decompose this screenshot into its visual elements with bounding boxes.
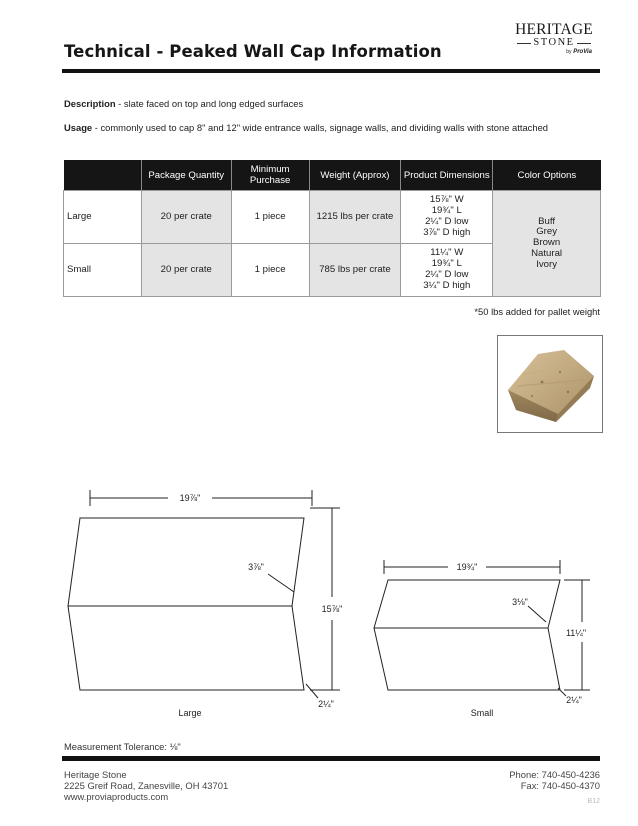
logo-brand-bottom: ProVia bbox=[573, 49, 592, 55]
logo-brand-mid-text: STONE bbox=[533, 37, 575, 48]
dimension-length: 19¾" L bbox=[431, 258, 462, 270]
logo-brand-top: HERITAGE bbox=[515, 21, 593, 38]
table-header-colors: Color Options bbox=[493, 160, 601, 191]
footer-address: 2225 Greif Road, Zanesville, OH 43701 bbox=[64, 780, 229, 791]
dimension-depth-high: 3⅞" D high bbox=[423, 226, 471, 238]
usage-text: - commonly used to cap 8" and 12" wide entrance walls, signage walls, and dividing walls with stone attached bbox=[92, 122, 549, 133]
small-cap-outline bbox=[374, 580, 560, 690]
large-cap-label: Large bbox=[178, 708, 202, 718]
table-header-package: Package Quantity bbox=[141, 160, 231, 191]
footer-address-block bbox=[64, 769, 228, 802]
small-low-depth-label: 2¼" bbox=[566, 695, 582, 705]
footer-phone: Phone: 740-450-4236 bbox=[509, 769, 600, 780]
dimension-depth-low: 2¼" D low bbox=[425, 269, 469, 280]
dimension-width: 11¼" W bbox=[430, 247, 464, 259]
color-option: Ivory bbox=[536, 258, 557, 270]
row-weight: 785 lbs per crate bbox=[309, 244, 401, 297]
table-header-dimensions: Product Dimensions bbox=[401, 160, 493, 191]
description-label: Description bbox=[64, 98, 116, 109]
small-width-label: 11¼" bbox=[565, 628, 587, 638]
color-option: Grey bbox=[536, 226, 557, 238]
small-cap-label: Small bbox=[470, 708, 494, 718]
small-peak-label: 3⅛" bbox=[512, 597, 528, 607]
page-title: Technical - Peaked Wall Cap Information bbox=[64, 42, 442, 61]
row-minimum: 1 piece bbox=[231, 244, 309, 297]
dimension-width: 15⅞" W bbox=[429, 194, 464, 206]
row-package: 20 per crate bbox=[141, 244, 231, 297]
footer-rule bbox=[62, 756, 600, 761]
table-header-minimum: Minimum Purchase bbox=[231, 160, 309, 191]
page-code: B12 bbox=[587, 798, 600, 805]
logo-by: by bbox=[566, 49, 572, 55]
footer-fax: Fax: 740-450-4370 bbox=[520, 780, 600, 791]
large-length-label: 19⅞" bbox=[179, 493, 201, 503]
footer-company: Heritage Stone bbox=[64, 769, 127, 780]
color-option: Buff bbox=[538, 215, 556, 227]
large-low-depth-label: 2¼" bbox=[318, 699, 334, 709]
footer-contact-block bbox=[509, 769, 600, 791]
pallet-weight-note: *50 lbs added for pallet weight bbox=[474, 306, 600, 317]
table-header-weight: Weight (Approx) bbox=[309, 160, 401, 191]
description-text: - slate faced on top and long edged surfaces bbox=[115, 98, 304, 109]
footer-website-link[interactable]: www.proviaproducts.com bbox=[64, 791, 169, 802]
row-size: Large bbox=[64, 191, 142, 244]
measurement-tolerance: Measurement Tolerance: ⅛" bbox=[64, 741, 181, 752]
row-size: Small bbox=[64, 244, 142, 297]
usage-label: Usage bbox=[64, 122, 93, 133]
color-option: Natural bbox=[531, 247, 563, 259]
small-length-label: 19¾" bbox=[456, 562, 478, 572]
row-package: 20 per crate bbox=[141, 191, 231, 244]
large-cap-outline bbox=[68, 518, 304, 690]
large-peak-label: 3⅞" bbox=[248, 562, 264, 572]
color-option: Brown bbox=[533, 237, 561, 249]
row-weight: 1215 lbs per crate bbox=[309, 191, 401, 244]
dimension-length: 19¾" L bbox=[431, 205, 462, 217]
dimension-depth-low: 2¼" D low bbox=[425, 216, 469, 227]
dimension-depth-high: 3¼" D high bbox=[423, 279, 471, 291]
row-minimum: 1 piece bbox=[231, 191, 309, 244]
large-width-label: 15⅞" bbox=[321, 604, 343, 614]
